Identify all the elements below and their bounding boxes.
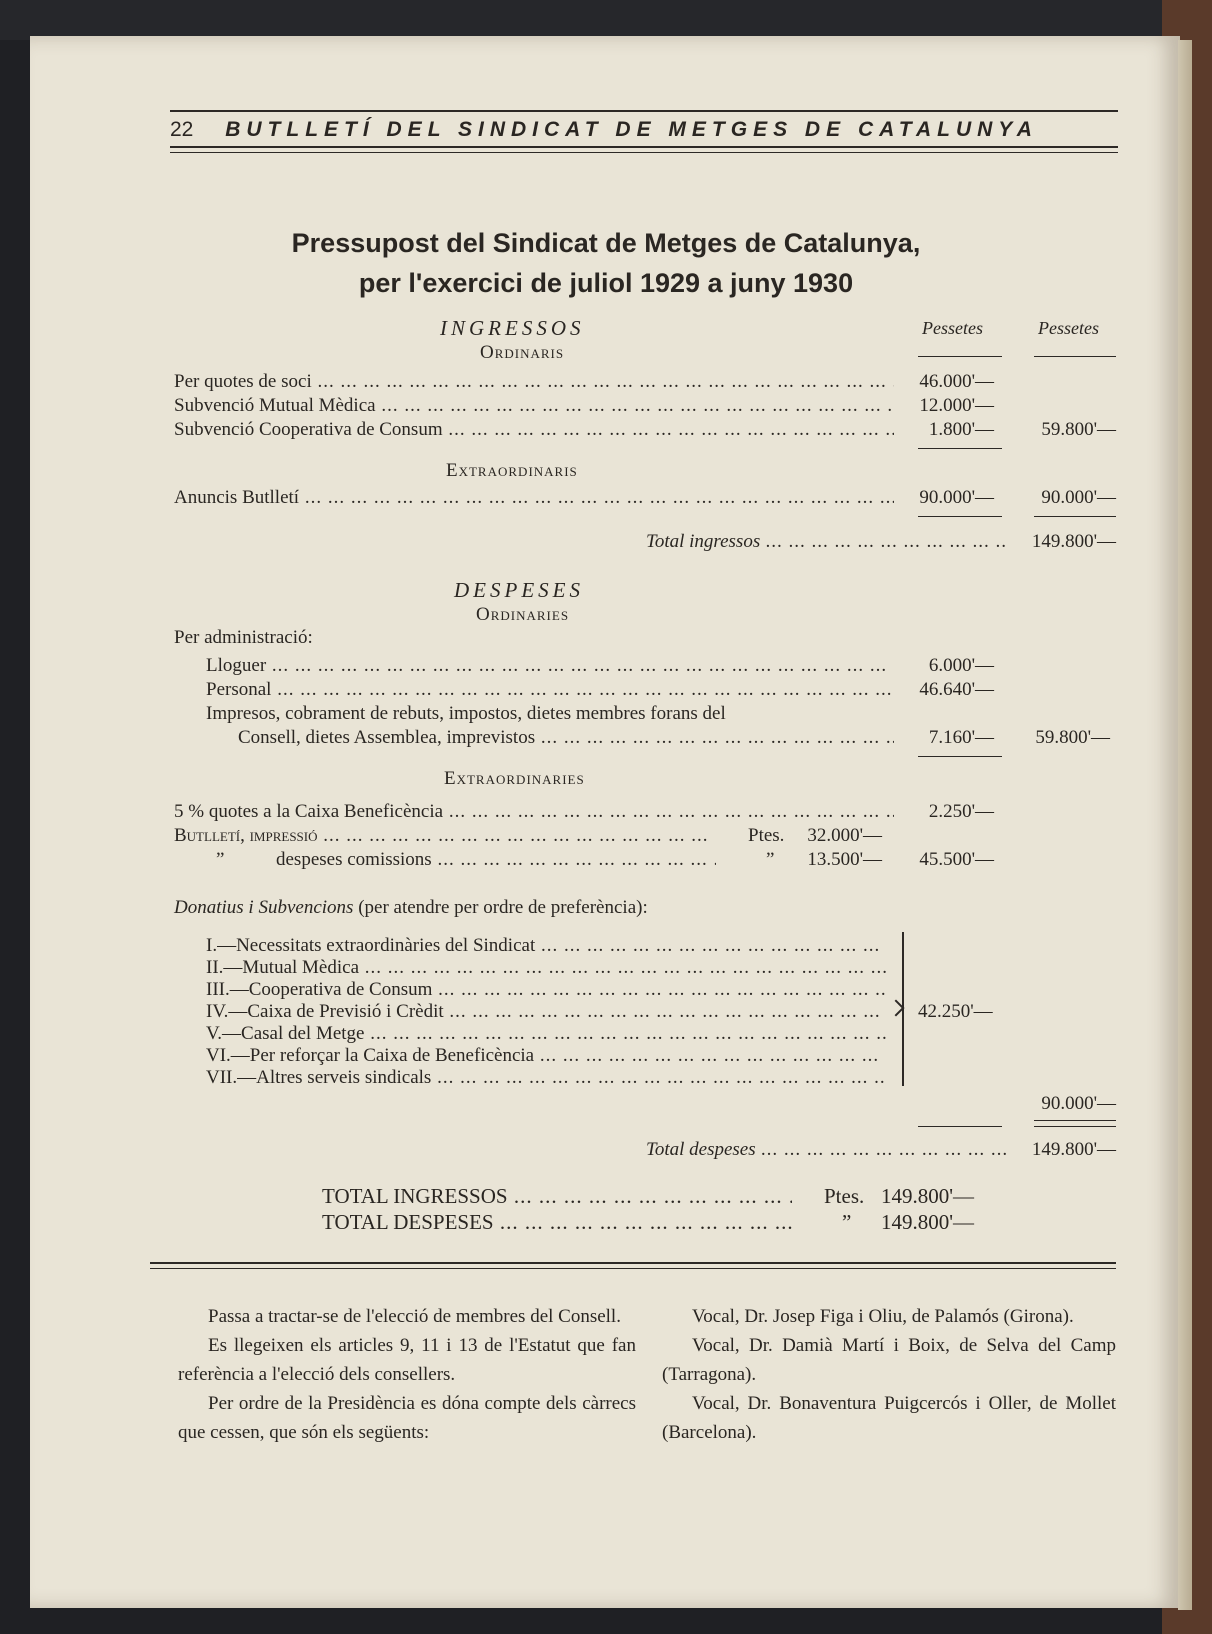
ordinaries-subheading: Ordinaries [476, 604, 570, 625]
donatius-rest: (per atendre per ordre de preferència): [358, 897, 648, 918]
row-label: Lloguer ... . [206, 654, 894, 678]
page-number: 22 [170, 118, 194, 141]
column-header-2: Pessetes [1038, 318, 1099, 338]
summary-value: 149.800'— [880, 1184, 974, 1208]
subtotal-rule [918, 448, 1002, 449]
row-label: Personal ... . [206, 678, 894, 702]
row-value: 46.640'— [919, 679, 994, 700]
ditto-mark: ” [766, 849, 775, 870]
ordinaris-subheading: Ordinaris [480, 342, 565, 363]
header-rule-top [170, 110, 1118, 112]
header-rule-bottom [170, 146, 1118, 148]
donatius-item-label: IV.—Caixa de Previsió i Crèdit ... . [206, 1000, 886, 1024]
donatius-item-label: V.—Casal del Metge ... . [206, 1022, 886, 1046]
row-value: 90.000'— [919, 487, 994, 508]
row-label: Anuncis Butlletí ... . [174, 486, 894, 510]
row-subvalue: 32.000'— [807, 825, 882, 846]
donatius-heading [174, 896, 648, 920]
col1-head-rule [918, 356, 1002, 357]
donatius-item-label: I.—Necessitats extraordinàries del Sindicat ... . [206, 934, 886, 958]
row-value: 12.000'— [919, 395, 994, 416]
rule [1034, 516, 1116, 517]
row-subtotal: 59.800'— [1041, 419, 1116, 440]
row-value: 45.500'— [919, 849, 994, 870]
impresos-line1: Impresos, cobrament de rebuts, impostos, dietes membres forans del [206, 703, 726, 724]
paragraph: Passa a tractar-se de l'elecció de membres del Consell. [208, 1306, 621, 1327]
section-divider-2 [150, 1268, 1116, 1269]
row-label: Subvenció Mutual Mèdica ... . [174, 394, 894, 418]
row-value: 46.000'— [919, 371, 994, 392]
summary-value: 149.800'— [880, 1210, 974, 1234]
ptes-label: Ptes. [824, 1184, 865, 1208]
total-value: 149.800'— [1031, 1139, 1116, 1160]
body-left-column [178, 1302, 636, 1447]
scan-background-top [0, 0, 1212, 40]
row-value: 6.000'— [928, 655, 994, 676]
running-header [170, 118, 1120, 142]
donatius-value: 42.250'— [918, 1001, 993, 1022]
ditto-mark: ” [216, 849, 225, 870]
page-title-line1: Pressupost del Sindicat de Metges de Catalunya, [291, 228, 921, 258]
row-label: despeses comissions ... . [276, 848, 716, 872]
paragraph: Vocal, Dr. Josep Figa i Oliu, de Palamós (Girona). [692, 1306, 1074, 1327]
rule [918, 1126, 1002, 1127]
ptes-label: Ptes. [748, 825, 785, 846]
header-rule-bottom-2 [170, 152, 1118, 153]
rule [1034, 1126, 1116, 1127]
extraordinaris-subheading: Extraordinaris [446, 460, 578, 481]
rule [918, 756, 1002, 757]
total-value: 149.800'— [1031, 531, 1116, 552]
row-label: Butlletí, impressió ... . [174, 824, 714, 848]
admin-label: Per administració: [174, 627, 313, 648]
donatius-item-label: II.—Mutual Mèdica ... . [206, 956, 886, 980]
donatius-item-label: VI.—Per reforçar la Caixa de Beneficència ... . [206, 1044, 886, 1068]
paragraph: Es llegeixen els articles 9, 11 i 13 de l'Estatut que fan referència a l'elecció dels consellers. [178, 1335, 636, 1385]
row-label: Subvenció Cooperativa de Consum ... . [174, 418, 894, 442]
summary-label: TOTAL INGRESSOS ... . [322, 1184, 792, 1208]
donatius-italic: Donatius i Subvencions [174, 897, 354, 918]
ditto-mark: ” [842, 1210, 852, 1234]
row-label: 5 % quotes a la Caixa Beneficència ... . [174, 800, 894, 824]
row-value: 2.250'— [928, 801, 994, 822]
body-right-column [662, 1302, 1116, 1447]
donatius-item-label: VII.—Altres serveis sindicals ... . [206, 1066, 886, 1090]
paragraph: Per ordre de la Presidència es dóna compte dels càrrecs que cessen, que són els següents: [178, 1393, 636, 1443]
column-header-1: Pessetes [922, 318, 983, 338]
row-subvalue: 13.500'— [807, 849, 882, 870]
row-label: Per quotes de soci ... . [174, 370, 894, 394]
total-label: Total despeses ... . [646, 1138, 1006, 1162]
ingressos-heading: INGRESSOS [440, 316, 585, 340]
rule [1034, 1120, 1116, 1121]
despeses-sum: 90.000'— [1041, 1093, 1116, 1114]
page-title-line2: per l'exercici de juliol 1929 a juny 1930 [358, 268, 854, 298]
paragraph: Vocal, Dr. Bonaventura Puigcercós i Oller, de Mollet (Barcelona). [662, 1393, 1116, 1443]
row-label: Consell, dietes Assemblea, imprevistos ... . [238, 726, 894, 750]
paragraph: Vocal, Dr. Damià Martí i Boix, de Selva del Camp (Tarragona). [662, 1335, 1116, 1385]
running-title: BUTLLETÍ DEL SINDICAT DE METGES DE CATALUNYA [225, 118, 1038, 141]
extraordinaries-subheading: Extraordinaries [444, 768, 585, 789]
rule [918, 516, 1002, 517]
row-value: 1.800'— [928, 419, 994, 440]
row-subtotal: 59.800'— [1035, 727, 1110, 748]
donatius-item-label: III.—Cooperativa de Consum ... . [206, 978, 886, 1002]
total-label: Total ingressos ... . [646, 530, 1006, 554]
col2-head-rule [1034, 356, 1116, 357]
section-divider [150, 1262, 1116, 1264]
despeses-heading: DESPESES [454, 578, 584, 602]
summary-label: TOTAL DESPESES ... . [322, 1210, 792, 1234]
row-value: 7.160'— [928, 727, 994, 748]
row-subtotal: 90.000'— [1041, 487, 1116, 508]
